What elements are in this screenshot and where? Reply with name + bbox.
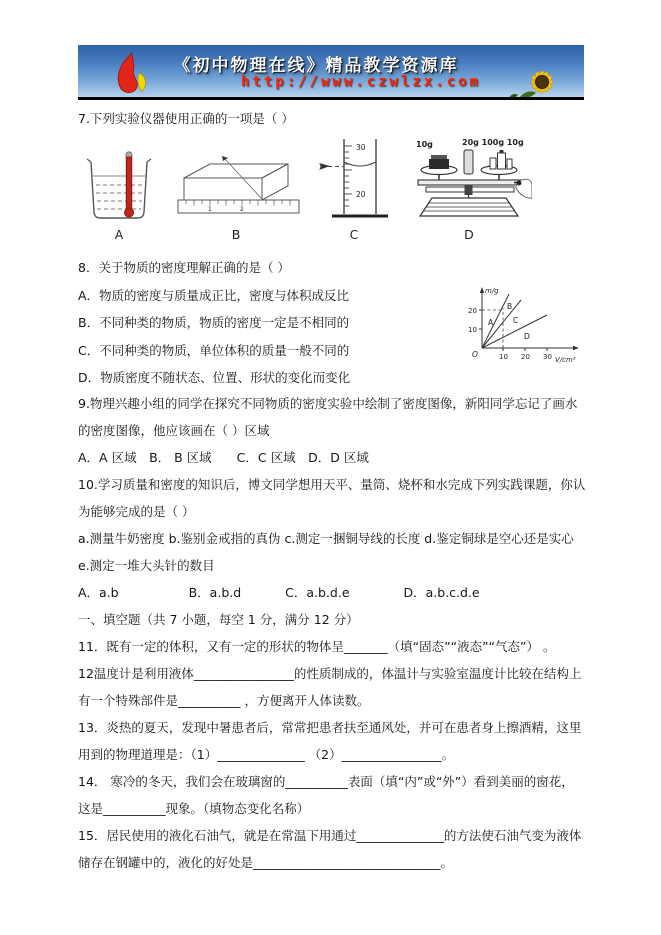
question-13-text: 13．炎热的夏天，发现中暑患者后，常常把患者扶至通风处，并可在患者身上擦酒精，这里用到的物理道理是：（1）______________ （2）________________。 [78,720,582,762]
graph-xtick-10: 10 [499,353,508,361]
balance-scale-figure [406,136,532,226]
question-8-option-b: B．不同种类的物质，物质的密度一定是不相同的 [78,315,350,330]
question-10-option-a: A．a.b [78,585,119,600]
figure-d [406,136,532,242]
cylinder-mark-20: 20 [356,190,366,199]
question-8-stem: 8．关于物质的密度理解正确的是（ ） [78,260,290,275]
graduated-cylinder-figure [316,136,392,226]
graph-y-axis-label: m/g [485,287,499,295]
figure-a-label: A [114,227,124,242]
question-14-text: 14． 寒冷的冬天，我们会在玻璃窗的__________表面（填“内”或“外”）看到美丽的窗花，这是__________现象。（填物态变化名称） [78,774,574,816]
graph-ytick-20: 20 [468,307,477,315]
ruler-block-figure [170,150,302,226]
graph-xtick-30: 30 [543,353,552,361]
question-11-text: 11．既有一定的体积，又有一定的形状的物体呈_______（填“固态”“液态”“气态”） 。 [78,639,556,654]
balance-left-weight-label: 10g [416,140,433,149]
banner-url: http://www.czwlzx.com [240,74,481,90]
question-15-text: 15．居民使用的液化石油气，就是在常温下用通过______________的方法使石油气变为液体储存在钢罐中的，液化的好处是______________________________。 [78,828,582,870]
graph-region-b: B [507,302,513,311]
graph-origin-label: O [472,350,478,359]
question-10-option-d: D．a.b.c.d.e [403,585,480,600]
site-banner [78,45,584,100]
beaker-thermometer-figure [82,150,156,226]
figure-b [170,150,302,242]
graph-line-steep [482,294,509,348]
cylinder-mark-30: 30 [356,143,366,152]
ruler-mark-1: 1 [208,206,212,213]
question-10-items: a.测量牛奶密度 b.鉴别金戒指的真伪 c.测定一捆铜导线的长度 d.鉴定铜球是空心还是实心 e.测定一堆大头针的数目 [78,531,574,573]
question-9-stem: 9.物理兴趣小组的同学在探究不同物质的密度实验中绘制了密度图像，新阳同学忘记了画水的密度图像，他应该画在（ ）区域 [78,396,578,438]
graph-region-d: D [524,332,530,341]
graph-xtick-20: 20 [521,353,530,361]
question-7-figures [82,138,524,242]
figure-c [316,136,392,242]
question-10-option-b: B．a.b.d [188,585,242,600]
ruler-mark-2: 2 [240,206,244,213]
questions-flow [78,390,586,876]
question-8-option-a: A．物质的密度与质量成正比，密度与体积成反比 [78,287,350,303]
figure-b-label: B [231,227,241,242]
graph-region-a: A [488,318,494,327]
banner-title: 《初中物理在线》精品教学资源库 [173,56,459,76]
graph-region-c: C [513,316,519,325]
figure-c-label: C [349,227,359,242]
figure-d-label: D [464,227,474,242]
density-mass-volume-graph [458,282,586,368]
question-8-option-c: C．不同种类的物质，单位体积的质量一般不同的 [78,342,350,358]
section-fill-in-blank-title: 一、填空题（共 7 小题，每空 1 分，满分 12 分） [78,612,359,627]
graph-x-axis-label: V/cm³ [555,356,576,364]
question-7-stem: 7.下列实验仪器使用正确的一项是（ ） [78,111,294,126]
figure-a [82,150,156,242]
graph-ytick-10: 10 [468,326,477,334]
balance-right-weights-label: 20g 100g 10g [462,138,524,147]
sunflower-icon [502,55,570,100]
question-8 [78,254,470,392]
question-8-option-d: D．物质密度不随状态、位置、形状的变化而变化 [78,370,351,385]
question-10-stem: 10.学习质量和密度的知识后，博文同学想用天平、量筒、烧杯和水完成下列实践课题，你认为能够完成的是（ ） [78,477,586,519]
question-10-options [78,579,586,606]
question-10-option-c: C．a.b.d.e [285,585,350,600]
question-9-options: A．A 区域 B． B 区域 C．C 区域 D．D 区域 [78,450,369,465]
question-12-text: 12温度计是利用液体________________的性质制成的，体温计与实验室温度计比较在结构上有一个特殊部件是__________ ，方便离开人体读数。 [78,666,582,708]
